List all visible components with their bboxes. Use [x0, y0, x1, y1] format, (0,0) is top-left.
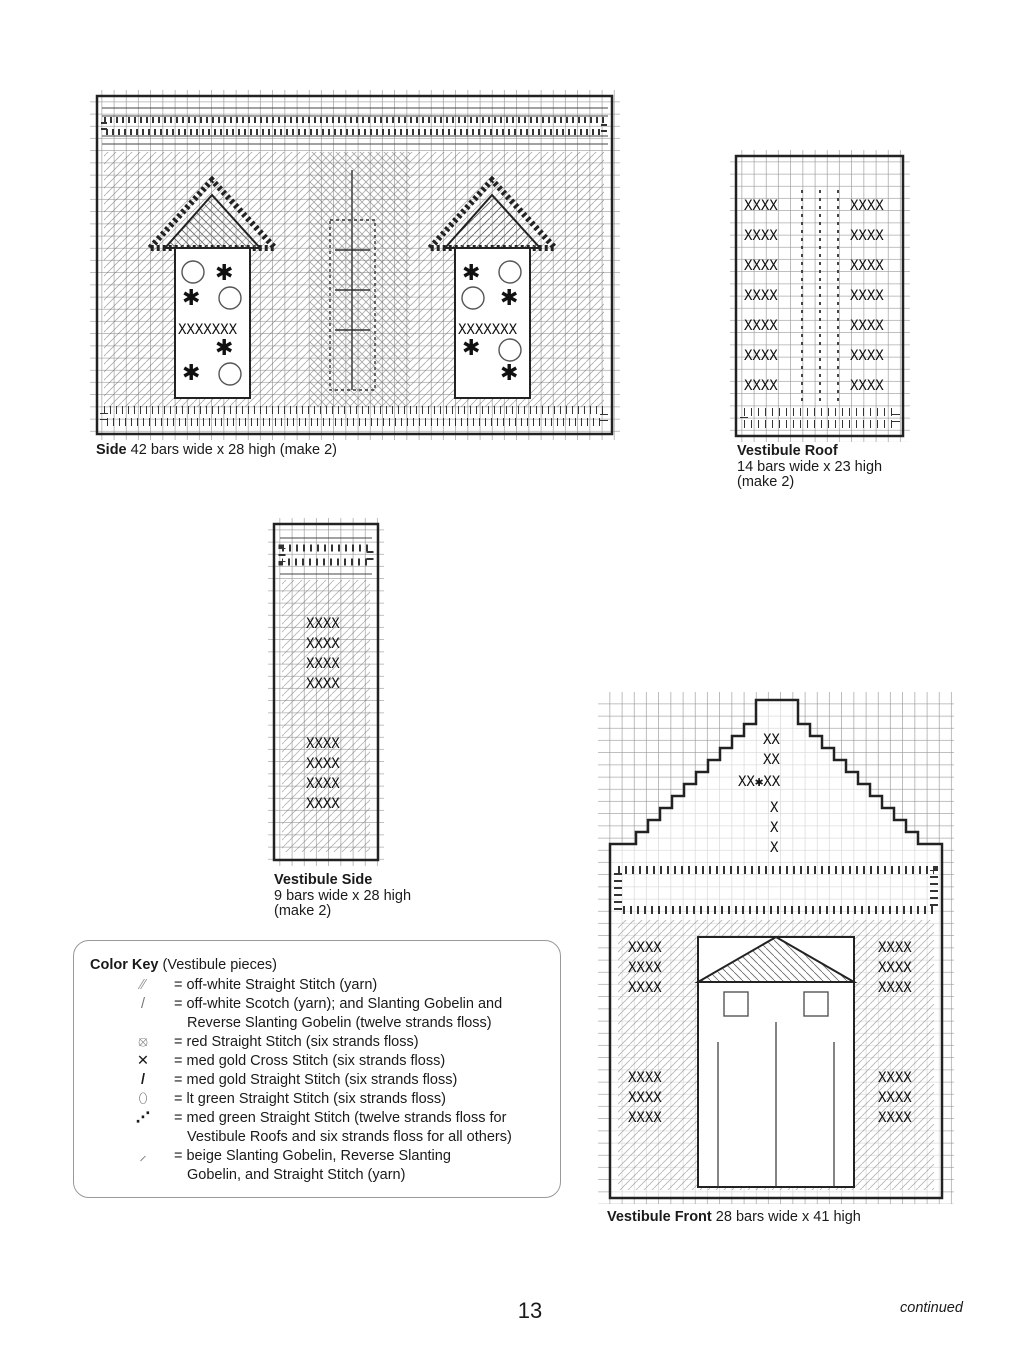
color-key-item-text: = red Straight Stitch (six strands floss): [174, 1034, 419, 1050]
svg-text:XXXX: XXXX: [850, 348, 884, 364]
svg-text:XXXX: XXXX: [744, 258, 778, 274]
thin-stitch-icon: ⸝: [139, 1148, 147, 1164]
svg-text:XXXX: XXXX: [850, 378, 884, 394]
vestibule-roof-caption-name: Vestibule Roof: [737, 443, 838, 459]
svg-text:✱: ✱: [500, 286, 519, 311]
svg-text:✱: ✱: [500, 361, 519, 386]
color-key-item-text: = med green Straight Stitch (twelve strands floss for: [174, 1110, 507, 1126]
color-key-box: [73, 940, 561, 1198]
svg-text:✱: ✱: [462, 336, 481, 361]
vestibule-front-caption-name: Vestibule Front: [607, 1209, 712, 1225]
svg-text:XX✱XX: XX✱XX: [738, 774, 781, 790]
color-key-item-text: = lt green Straight Stitch (six strands floss): [174, 1091, 446, 1107]
vestibule-front-caption-dims: 28 bars wide x 41 high: [715, 1209, 861, 1225]
svg-text:XXXX: XXXX: [878, 980, 912, 996]
svg-text:XXXX: XXXX: [878, 960, 912, 976]
color-key-item-text: = beige Slanting Gobelin, Reverse Slanting: [174, 1148, 451, 1164]
vestibule-side-caption-make: (make 2): [274, 903, 332, 919]
svg-text:X: X: [770, 800, 779, 816]
svg-text:XXXXXXX: XXXXXXX: [458, 322, 518, 338]
svg-text:XXXX: XXXX: [850, 288, 884, 304]
svg-text:XXXX: XXXX: [628, 960, 662, 976]
svg-text:XXXX: XXXX: [306, 796, 340, 812]
vestibule-side-caption-name: Vestibule Side: [274, 872, 373, 888]
slash-icon: /: [140, 996, 146, 1012]
vestibule-roof-caption-make: (make 2): [737, 474, 795, 490]
svg-text:XXXX: XXXX: [306, 676, 340, 692]
svg-text:XXXX: XXXX: [628, 1090, 662, 1106]
vestibule-side-caption-dims: 9 bars wide x 28 high: [274, 887, 412, 904]
side-caption-dims: 42 bars wide x 28 high (make 2): [130, 442, 337, 458]
svg-text:XXXX: XXXX: [306, 656, 340, 672]
bold-slash-icon: /: [140, 1072, 146, 1088]
svg-text:XXXX: XXXX: [850, 198, 884, 214]
double-slash-icon: ⁄⁄: [140, 977, 146, 993]
svg-text:XX: XX: [763, 752, 780, 768]
outline-stitch-icon: ⬯: [138, 1091, 148, 1107]
cross-icon: ✕: [136, 1053, 150, 1069]
page-number: 13: [517, 1298, 543, 1323]
color-key-item-text: = off-white Scotch (yarn); and Slanting Gobelin and: [174, 996, 503, 1012]
svg-text:XXXX: XXXX: [306, 616, 340, 632]
color-key-subtitle: (Vestibule pieces): [162, 957, 277, 973]
svg-text:✱: ✱: [182, 286, 201, 311]
svg-text:XXXX: XXXX: [744, 348, 778, 364]
dotted-stitch-icon: ⦻: [138, 1034, 148, 1050]
side-caption-name: Side: [96, 442, 127, 458]
color-key-item-text: Gobelin, and Straight Stitch (yarn): [187, 1167, 406, 1183]
vestibule-roof-chart: [730, 150, 910, 442]
side-caption: [96, 443, 337, 459]
svg-text:XXXXXXX: XXXXXXX: [178, 322, 238, 338]
color-key-item-text: = med gold Cross Stitch (six strands floss): [174, 1053, 446, 1069]
svg-text:XXXX: XXXX: [850, 318, 884, 334]
continued-note: continued: [900, 1300, 963, 1316]
svg-text:XXXX: XXXX: [878, 940, 912, 956]
svg-text:XXXX: XXXX: [628, 1110, 662, 1126]
svg-text:✱: ✱: [462, 261, 481, 286]
svg-text:XXXX: XXXX: [306, 756, 340, 772]
vestibule-side-caption: [274, 873, 411, 920]
color-key-item-text: Reverse Slanting Gobelin (twelve strands floss): [187, 1015, 492, 1031]
svg-text:X: X: [770, 820, 779, 836]
svg-text:XXXX: XXXX: [850, 258, 884, 274]
svg-text:XXXX: XXXX: [306, 636, 340, 652]
color-key-item-text: = off-white Straight Stitch (yarn): [174, 977, 378, 993]
color-key-title: Color Key: [90, 957, 159, 973]
vestibule-side-chart: [268, 518, 384, 866]
svg-text:XXXX: XXXX: [628, 980, 662, 996]
svg-text:XXXX: XXXX: [744, 318, 778, 334]
color-key-item-text: Vestibule Roofs and six strands floss for all others): [187, 1129, 512, 1145]
svg-text:X: X: [770, 840, 779, 856]
svg-text:XXXX: XXXX: [628, 940, 662, 956]
svg-text:XXXX: XXXX: [628, 1070, 662, 1086]
svg-text:XXXX: XXXX: [850, 228, 884, 244]
color-key-heading: [90, 957, 277, 973]
vestibule-roof-caption: [737, 444, 882, 491]
svg-text:XXXX: XXXX: [744, 228, 778, 244]
svg-text:XXXX: XXXX: [306, 736, 340, 752]
dashed-stitch-icon: ⋰: [135, 1110, 151, 1126]
vestibule-front-chart: [598, 692, 954, 1204]
side-chart: [90, 90, 620, 440]
color-key-item-text: = med gold Straight Stitch (six strands floss): [174, 1072, 458, 1088]
svg-text:XXXX: XXXX: [306, 776, 340, 792]
svg-text:XXXX: XXXX: [744, 198, 778, 214]
vestibule-roof-caption-dims: 14 bars wide x 23 high: [737, 458, 883, 475]
svg-text:XXXX: XXXX: [744, 288, 778, 304]
svg-text:✱: ✱: [215, 261, 234, 286]
svg-text:XXXX: XXXX: [744, 378, 778, 394]
svg-text:XXXX: XXXX: [878, 1110, 912, 1126]
svg-text:XXXX: XXXX: [878, 1090, 912, 1106]
vestibule-front-caption: [607, 1210, 861, 1226]
svg-text:✱: ✱: [215, 336, 234, 361]
svg-text:XX: XX: [763, 732, 780, 748]
svg-text:XXXX: XXXX: [878, 1070, 912, 1086]
svg-text:✱: ✱: [182, 361, 201, 386]
